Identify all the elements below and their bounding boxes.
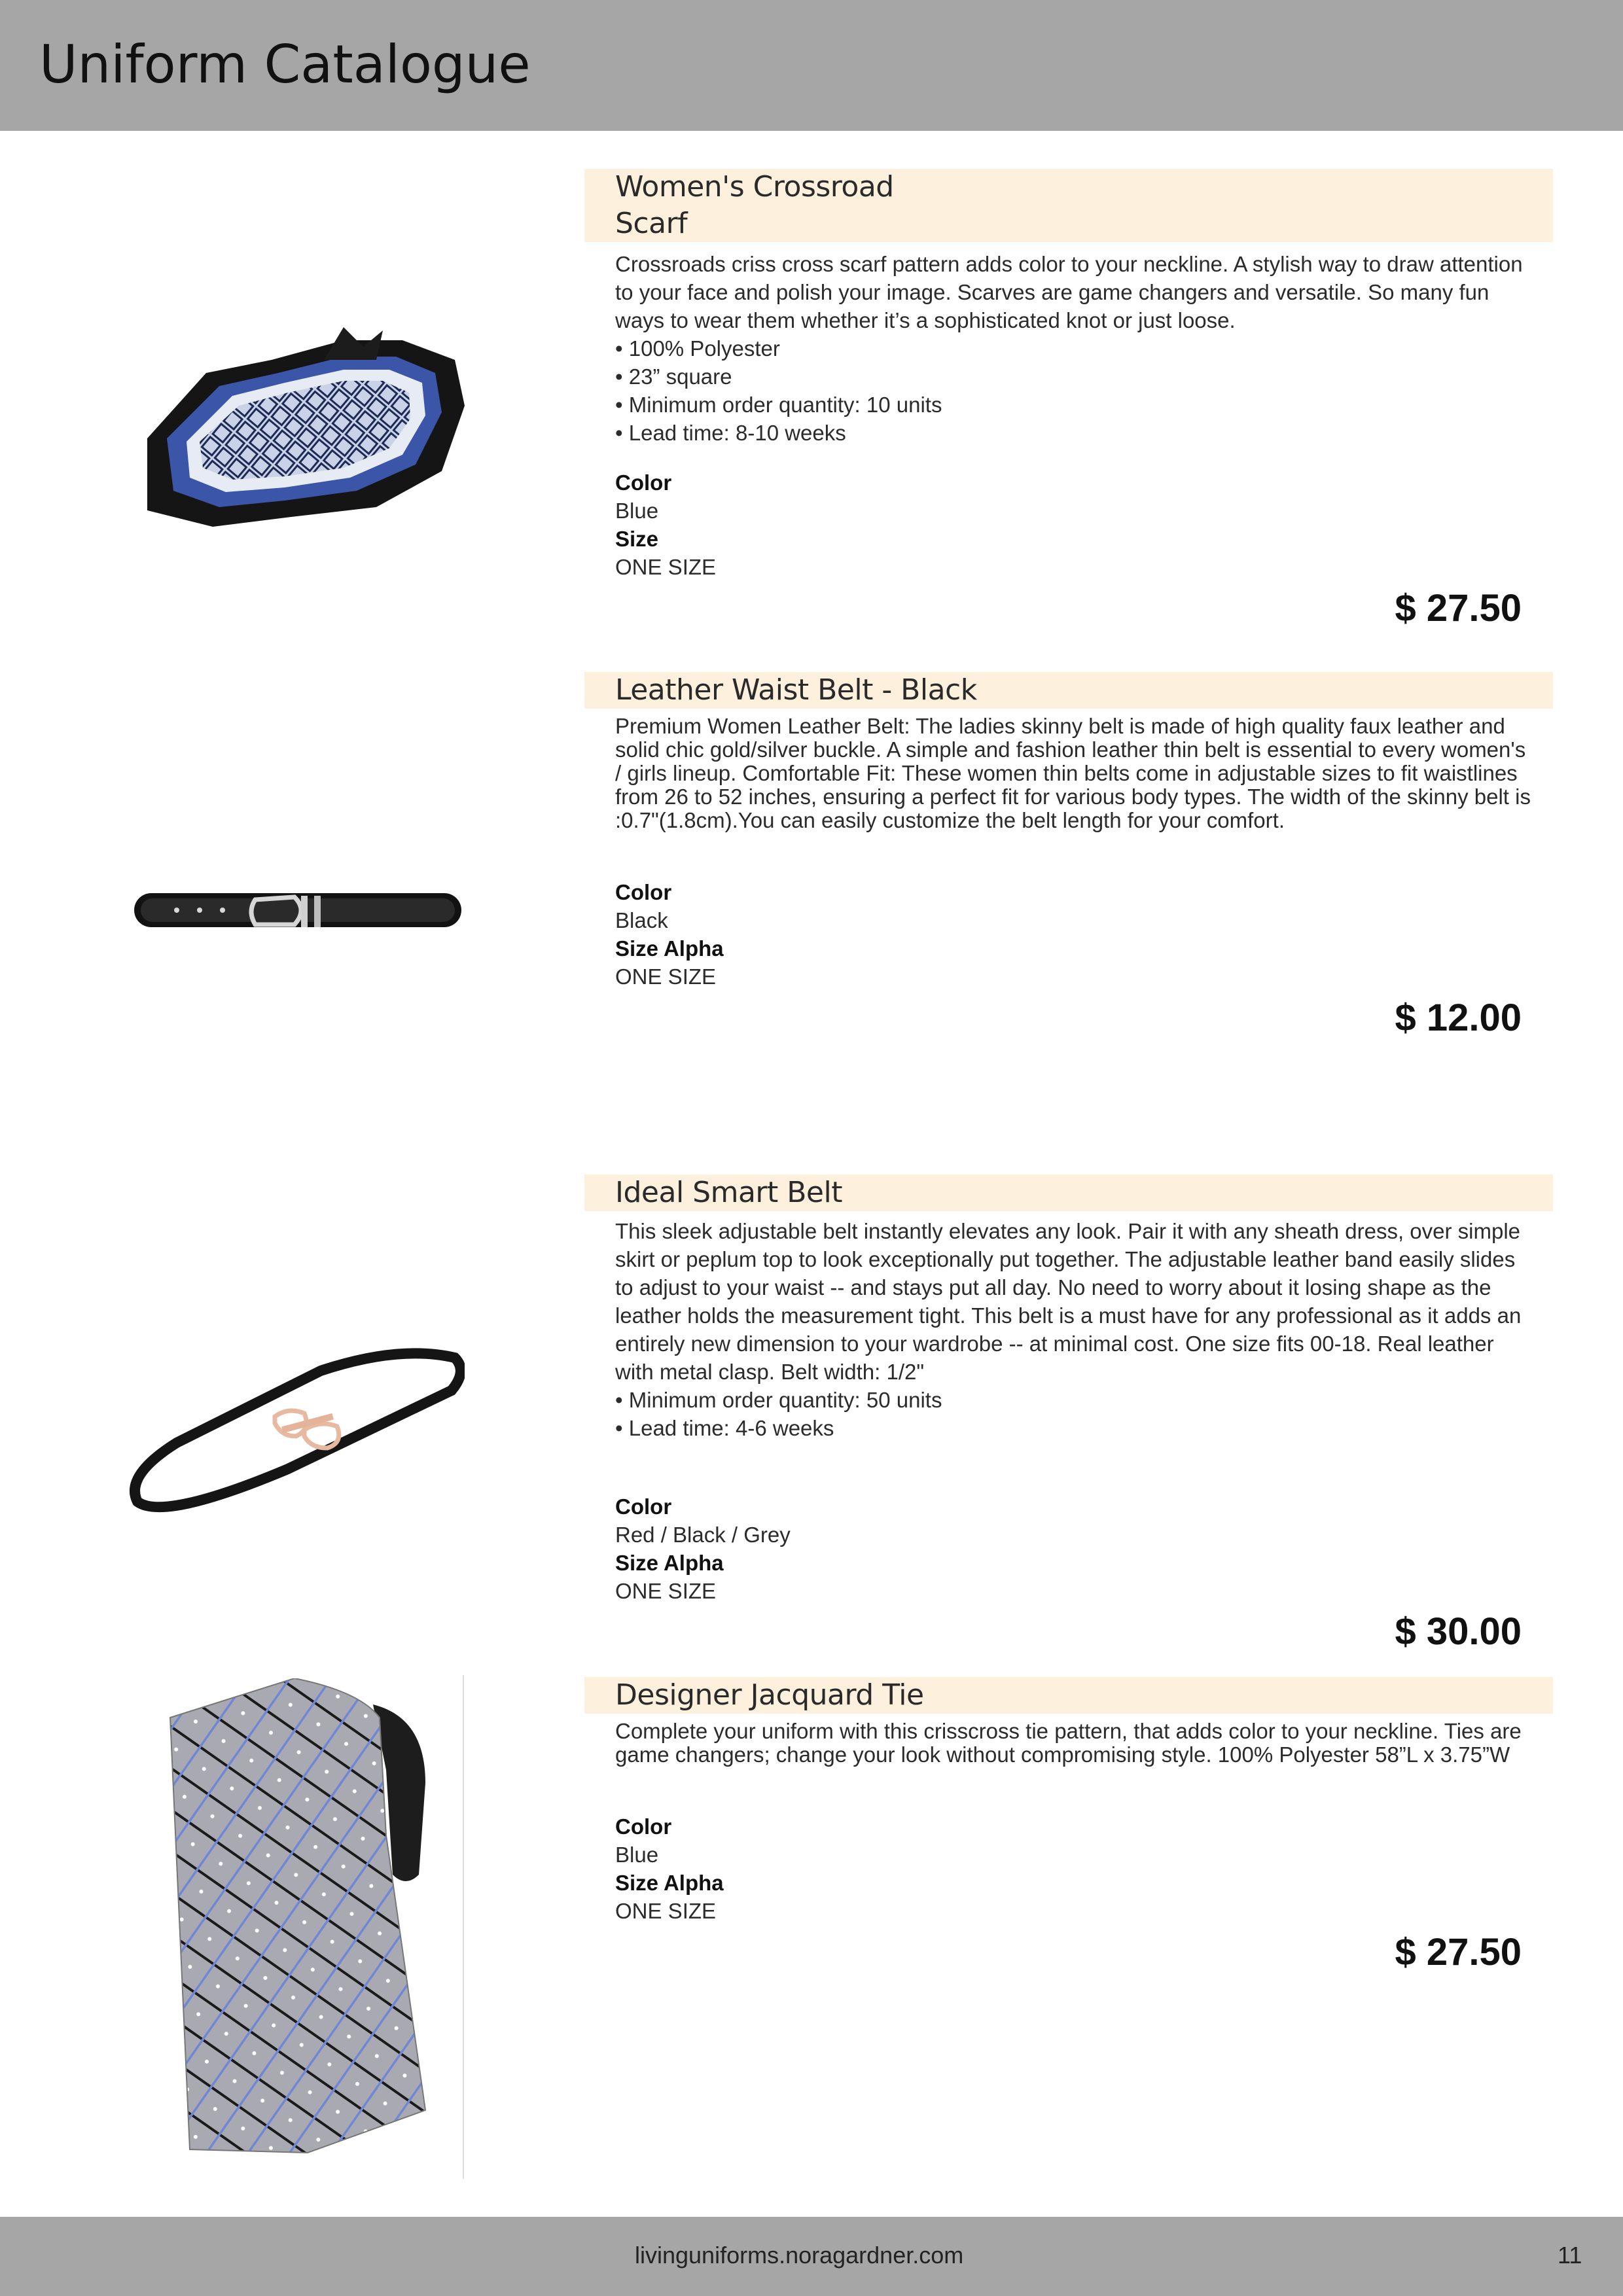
page-footer [0,2217,1623,2296]
product-attributes [615,468,716,581]
product-attributes [615,1492,791,1605]
bullet-item: • Lead time: 8-10 weeks [615,419,1531,447]
product-description-block [615,250,1531,447]
color-value: Blue [615,1843,659,1867]
product-title-line2: Scarf [615,207,688,240]
page-number: 11 [1558,2242,1582,2269]
color-label: Color [615,1814,672,1839]
product-title: Designer Jacquard Tie [615,1678,924,1712]
product-price: $ 27.50 [1395,587,1522,629]
product-description: Complete your uniform with this crisscross tie pattern, that adds color to your neckline. Ties are game changers; change your look without compromising style. 100% Polyester 58”L x 3.75”W [615,1719,1522,1767]
size-label: Size Alpha [615,936,724,961]
smart-belt-image [124,1345,465,1515]
size-label: Size Alpha [615,1871,724,1895]
product-description: This sleek adjustable belt instantly elevates any look. Pair it with any sheath dress, over simple skirt or peplum top to look exceptionally put together. The adjustable leather band easily slides to adjust to your waist -- and stays put all day. No need to worry about it losing shape as the leather holds the measurement tight. This belt is a must have for any professional as it adds an entirely new dimension to your wardrobe -- at minimal cost. One size fits 00-18. Real leather with metal clasp. Belt width: 1/2" [615,1219,1522,1384]
image-divider [463,1675,464,2179]
color-label: Color [615,470,672,495]
color-value: Black [615,908,668,932]
product-title-bar [584,672,1553,709]
size-value: ONE SIZE [615,1899,717,1923]
page-title: Uniform Catalogue [39,34,531,95]
size-value: ONE SIZE [615,555,717,579]
scarf-image [128,321,468,530]
bullet-item: • Minimum order quantity: 50 units [615,1386,1531,1414]
size-label: Size [615,527,659,551]
product-price: $ 30.00 [1395,1610,1522,1653]
color-value: Blue [615,499,659,523]
product-title-line1: Women's Crossroad [615,170,894,203]
bullet-item: • 100% Polyester [615,334,1531,362]
bullet-item: • 23” square [615,362,1531,391]
page-header [0,0,1623,131]
product-price: $ 27.50 [1395,1931,1522,1973]
product-bullets [615,334,1531,447]
product-price: $ 12.00 [1395,997,1522,1039]
color-value: Red / Black / Grey [615,1523,791,1547]
product-bullets [615,1386,1531,1442]
belt-image [131,880,465,952]
footer-url[interactable]: livinguniforms.noragardner.com [635,2242,964,2269]
size-value: ONE SIZE [615,964,717,989]
tie-image [164,1678,438,2156]
product-attributes [615,1812,724,1925]
color-label: Color [615,880,672,904]
product-attributes [615,878,724,991]
size-value: ONE SIZE [615,1579,717,1603]
product-title: Leather Waist Belt - Black [615,673,977,707]
product-description-block [615,1217,1531,1442]
product-title-bar [584,169,1553,242]
bullet-item: • Minimum order quantity: 10 units [615,391,1531,419]
size-label: Size Alpha [615,1551,724,1575]
bullet-item: • Lead time: 4-6 weeks [615,1414,1531,1442]
color-label: Color [615,1494,672,1519]
product-title-bar [584,1677,1553,1714]
product-title: Ideal Smart Belt [615,1176,842,1209]
product-title-bar [584,1174,1553,1211]
product-description: Crossroads criss cross scarf pattern adds color to your neckline. A stylish way to draw attention to your face and polish your image. Scarves are game changers and versatile. So many fun ways to wear them whether it’s a sophisticated knot or just loose. [615,252,1523,332]
product-description: Premium Women Leather Belt: The ladies skinny belt is made of high quality faux leather and solid chic gold/silver buckle. A simple and fashion leather thin belt is essential to every women's / girls lineup. Comfortable Fit: These women thin belts come in adjustable sizes to fit waistlines from 26 to 52 inches, ensuring a perfect fit for various body types. The width of the skinny belt is :0.7"(1.8cm).You can easily customize the belt length for your comfort. [615,714,1531,832]
